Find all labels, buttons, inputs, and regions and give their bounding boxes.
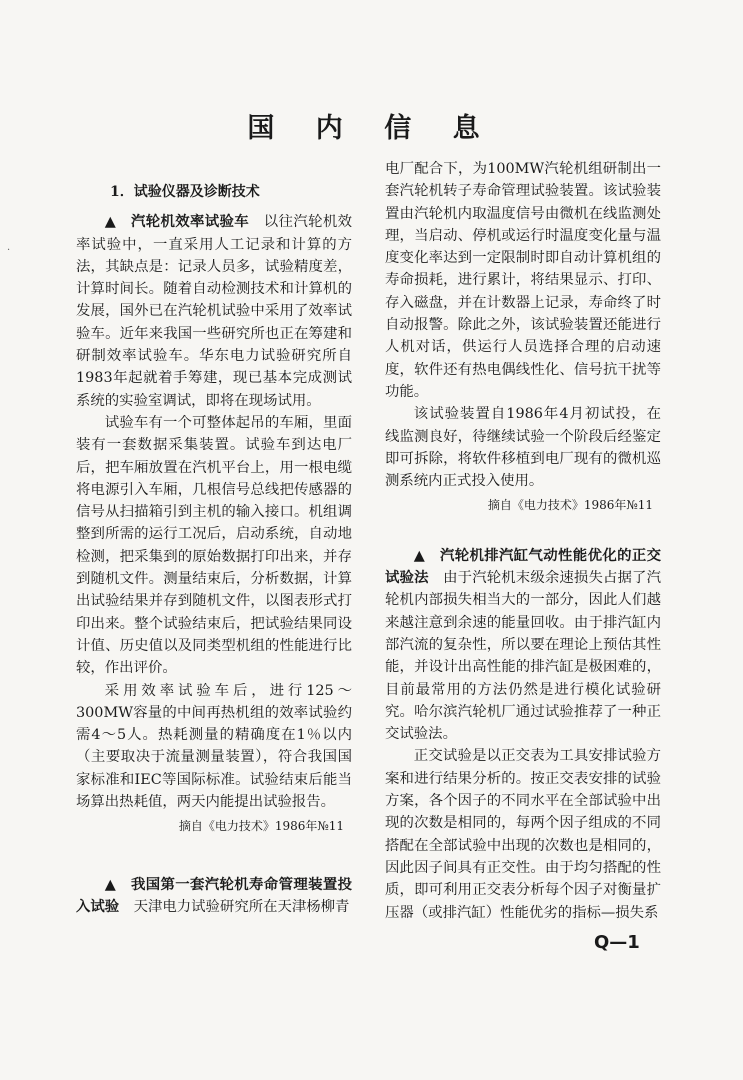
article-2-source: 摘自《电力技术》1986年№11 — [487, 498, 653, 513]
page-title: 国 内 信 息 — [247, 113, 496, 144]
article-1-paragraph-3: 采用效率试验车后，进行125～300MW容量的中间再热机组的效率试验约需4～5人。热耗测量的精确度在1％以内（主要取决于流量测量装置），符合我国国家标准和IEC等国际标准。试验结束后能当场算出热耗值，两天内能提出试验报告。 — [76, 682, 352, 811]
article-3-paragraph-2: 正交试验是以正交表为工具安排试验方案和进行结果分析的。按正交表安排的试验方案，各个因子的不同水平在全部试验中出现的次数是相同的，每两个因子组成的不同搭配在全部试验中出现的次数也是相同的，因此因子间具有正交性。由于均匀搭配的性质，即可利用正交表分析每个因子对衡量扩压器（或排汽缸）性能优劣的指标—损失系 — [385, 748, 661, 921]
article-2-continuation: 电厂配合下，为100MW汽轮机组研制出一套汽轮机转子寿命管理试验装置。该试验装置由汽轮机内取温度信号由微机在线监测处理，当启动、停机或运行时温度变化量与温度变化率达到一定限制时即自动计算机组的寿命损耗，进行累计，将结果显示、打印、存入磁盘，并在计数器上记录，寿命终了时自动报警。除此之外，该试验装置还能进行人机对话，供运行人员选择合理的启动速度，软件还有热电偶线性化、信号抗干扰等功能。 — [385, 161, 661, 400]
article-2-paragraph-1 — [76, 874, 352, 919]
article-3-paragraph-1 — [385, 545, 661, 746]
article-2-paragraph-2: 该试验装置自1986年4月初试投，在线监测良好，待继续试验一个阶段后经鉴定即可拆除，将软件移植到电厂现有的微机巡测系统内正式投入使用。 — [385, 406, 661, 490]
article-2-heading: ▲ 我国第一套汽轮机寿命管理装置投入试验 — [76, 875, 352, 915]
left-column — [76, 181, 352, 918]
margin-mark: · — [7, 245, 11, 256]
page-number: Q—1 — [594, 932, 640, 953]
article-3-heading: ▲ 汽轮机排汽缸气动性能优化的正交试验法 — [385, 546, 661, 587]
section-heading: 1．试验仪器及诊断技术 — [110, 184, 260, 200]
article-2-intro: 天津电力试验研究所在天津杨柳青 — [119, 898, 350, 915]
article-1-intro: 以往汽轮机效率试验中，一直采用人工记录和计算的方法，其缺点是：记录人员多，试验精度差，计算时间长。随着自动检测技术和计算机的发展，国外已在汽轮机试验中采用了效率试验车。近年来我国一些研究所也正在筹建和研制效率试验车。华东电力试验研究所自1983年起就着手筹建，现已基本完成测试系统的实验室调试，即将在现场试用。 — [76, 214, 352, 409]
right-column — [385, 158, 661, 924]
article-1-heading: ▲ 汽轮机效率试验车 — [104, 213, 250, 231]
article-1-source: 摘自《电力技术》1986年№11 — [178, 819, 344, 834]
article-1-paragraph-2: 试验车有一个可整体起吊的车厢，里面装有一套数据采集装置。试验车到达电厂后，把车厢放置在汽机平台上，用一根电缆将电源引入车厢，几根信号总线把传感器的信号从扫描箱引到主机的输入接口。机组调整到所需的运行工况后，启动系统，自动地检测，把采集到的原始数据打印出来，并存到随机文件。测量结束后，分析数据，计算出试验结果并存到随机文件，以图表形式打印出来。整个试验结束后，把试验结果同设计值、历史值以及同类型机组的性能进行比较，作出评价。 — [76, 414, 352, 677]
article-3-intro: 由于汽轮机末级余速损失占据了汽轮机内部损失相当大的一部分，因此人们越来越注意到余速的能量回收。由于排汽缸内部汽流的复杂性，所以要在理论上预估其性能，并设计出高性能的排汽缸是极困难的，目前最常用的方法仍然是进行模化试验研究。哈尔滨汽轮机厂通过试验推荐了一种正交试验法。 — [385, 570, 661, 743]
article-1-paragraph-1 — [76, 211, 352, 412]
